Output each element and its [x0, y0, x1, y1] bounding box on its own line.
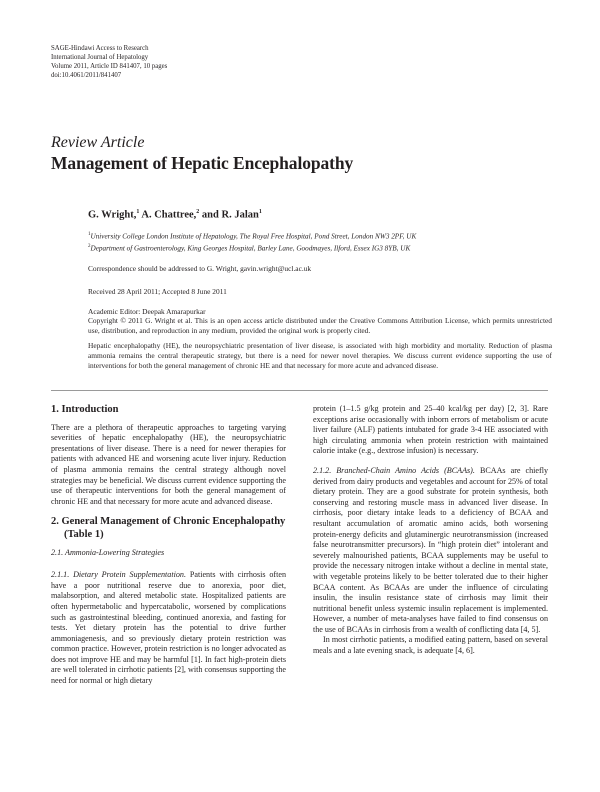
run-in-heading: 2.1.1. Dietary Protein Supplementation. [51, 570, 186, 580]
academic-editor: Academic Editor: Deepak Amarapurkar [88, 307, 206, 316]
correspondence: Correspondence should be addressed to G. Wright, gavin.wright@ucl.ac.uk [88, 264, 312, 273]
protein-continuation-paragraph: protein (1–1.5 g/kg protein and 25–40 kcal/kg per day) [2, 3]. Rare exceptions arise occasionally with inborn errors of metabolism or acute liver failure (ALF) patients intubated for grade 3-4 HE associated with high circulating ammonia when protein restriction with maintained calorie intake (e.g., dextrose infusion) is necessary. [313, 404, 548, 456]
journal-meta [51, 44, 167, 80]
left-column [51, 404, 286, 687]
received-accepted-dates: Received 28 April 2011; Accepted 8 June 2011 [88, 287, 227, 296]
author-name: A. Chattree, [141, 209, 197, 221]
doi-line[interactable]: doi:10.4061/2011/841407 [51, 72, 122, 79]
author-name: R. Jalan [221, 209, 259, 221]
author-affiliation-mark: 2 [196, 209, 200, 215]
affiliation [88, 230, 552, 242]
author-affiliation-mark: 1 [258, 209, 262, 215]
introduction-paragraph: There are a plethora of therapeutic approaches to targeting varying severities of hepatic encephalopathy (HE), the neuropsychiatric presentations of liver disease. There is a need for newer therapies for patients with advanced HE and worsening acute liver injury. Reduction of plasma ammonia remains the central strategy although novel strategies may be beneficial. We discuss current evidence supporting the use of therapeutic interventions for both the general management of chronic HE and that necessary for more acute and advanced disease. [51, 422, 286, 506]
publisher-line: SAGE-Hindawi Access to Research [51, 45, 149, 52]
article-title: Management of Hepatic Encephalopathy [51, 153, 354, 173]
abstract: Hepatic encephalopathy (HE), the neuropsychiatric presentation of liver disease, is associated with high morbidity and mortality. Reduction of plasma ammonia remains the central therapeutic strategy, but there is a need for newer novel therapies. We discuss current evidence supporting the use of interventions for both the general management of chronic HE and that necessary for more acute and advanced disease. [88, 341, 552, 370]
paragraph-text: BCAAs are chiefly derived from dairy products and vegetables and account for 25% of total dietary protein. They are a good substrate for protein synthesis, both conserving and restoring muscle mass in advanced liver disease. In cirrhosis, poor dietary intake leads to a deficiency of BCAA and resultant accumulation of aromatic amino acids, both worsening protein-energy deficits and glutaminergic neurotransmission (increased false neurotransmitter precursors). In “high protein diet” intolerant and severely malnourished patients, BCAA supplements may be useful to provide the necessary nitrogen intake without a decline in mental state, with vegetable proteins likely to be better tolerated due to their higher BCAA content. As BCAAs are under the influence of circulating insulin, the insulin resistance state of cirrhosis may limit their nutritional benefit unless systemic insulin replacement is implemented. However, a number of meta-analyses have failed to find consensus on the use of BCAAs in cirrhosis from a wealth of conflicting data [4, 5]. [313, 465, 548, 634]
dietary-protein-paragraph [51, 570, 286, 687]
section-divider [51, 390, 548, 391]
journal-name: International Journal of Hepatology [51, 54, 149, 61]
author-affiliation-mark: 1 [136, 209, 140, 215]
author-list [88, 209, 262, 221]
copyright-notice: Copyright © 2011 G. Wright et al. This is an open access article distributed under the Creative Commons Attribution License, which permits unrestricted use, distribution, and reproduction in any medium, provided the original work is properly cited. [88, 316, 552, 335]
author-name: G. Wright, [88, 209, 137, 221]
run-in-heading: 2.1.2. Branched-Chain Amino Acids (BCAAs). [313, 465, 475, 475]
affiliation-text: University College London Institute of Hepatology, The Royal Free Hospital, Pond Street, London NW3 2PF, UK [90, 232, 417, 241]
bcaa-paragraph [313, 466, 548, 636]
section-heading-general-management: 2. General Management of Chronic Encephalopathy (Table 1) [51, 516, 286, 540]
author-conjunction: and [201, 209, 219, 221]
eating-pattern-paragraph: In most cirrhotic patients, a modified eating pattern, based on several meals and a late evening snack, is adequate [4, 6]. [313, 635, 548, 656]
right-column [313, 404, 548, 657]
section-heading-introduction: 1. Introduction [51, 404, 119, 415]
affiliation-text: Department of Gastroenterology, King Georges Hospital, Barley Lane, Goodmayes, Ilford, Essex IG3 8YB, UK [90, 244, 411, 253]
affiliations [88, 230, 552, 254]
article-type: Review Article [51, 134, 145, 151]
affiliation [88, 242, 552, 254]
affiliation-number: 2 [88, 243, 91, 249]
affiliation-number: 1 [88, 232, 91, 237]
subsection-heading-ammonia-lowering: 2.1. Ammonia-Lowering Strategies [51, 547, 165, 557]
paragraph-text: Patients with cirrhosis often have a poor nutritional reserve due to anorexia, poor diet, malabsorption, and altered metabolic state. Hospitalized patients are often hypermetabolic and hypercatabolic, worsened by complications such as gastrointestinal bleeding, continued anorexia, and fasting for tests. Yet dietary protein has the potential to drive further ammoniagenesis, and so previously dietary protein restriction was common practice. However, protein restriction is no longer advocated as does not improve HE and may be harmful [1]. In fact high-protein diets are well tolerated in cirrhotic patients [2], with consensus supporting the need for normal or high dietary [51, 570, 287, 686]
volume-line: Volume 2011, Article ID 841407, 10 pages [51, 63, 168, 70]
